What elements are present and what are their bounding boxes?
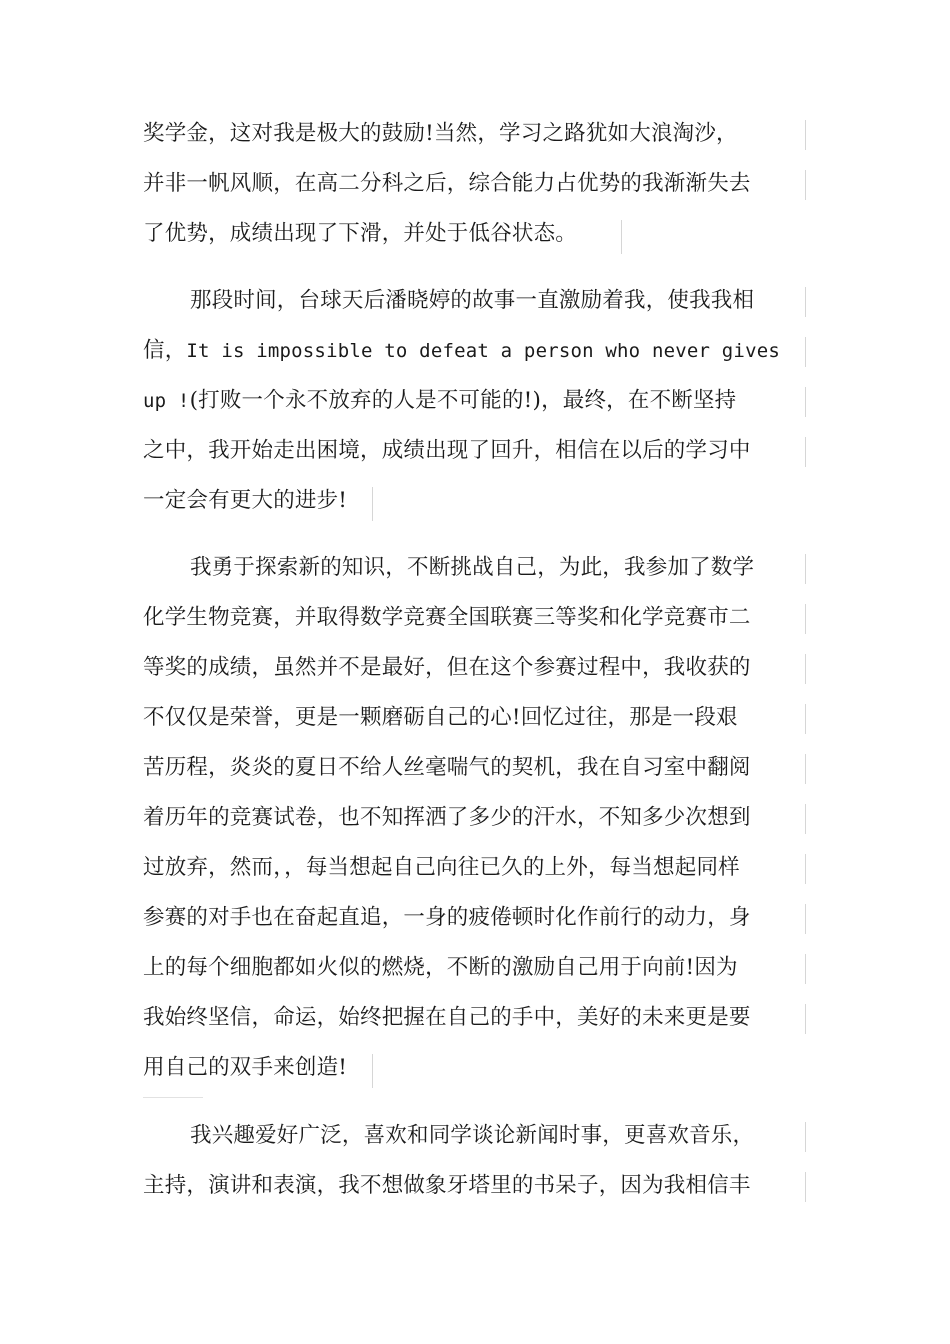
paragraph-3-line-7: 过放弃，然而，，每当想起自己向往已久的上外，每当想起同样 (143, 855, 740, 880)
paragraph-3-line-3: 等奖的成绩，虽然并不是最好，但在这个参赛过程中，我收获的 (143, 655, 751, 680)
line-end-rule (805, 854, 806, 884)
paragraph-3-line-4: 不仅仅是荣誉，更是一颗磨砺自己的心!回忆过往，那是一段艰 (143, 705, 738, 730)
line-end-rule (805, 1004, 806, 1034)
line-end-rule (805, 170, 806, 200)
paragraph-1-line-2: 并非一帆风顺，在高二分科之后，综合能力占优势的我渐渐失去 (143, 171, 751, 196)
line-end-rule (805, 1172, 806, 1202)
paragraph-3-line-9: 上的每个细胞都如火似的燃烧，不断的激励自己用于向前!因为 (143, 955, 738, 980)
line-end-rule (805, 437, 806, 467)
paragraph-3-line-2: 化学生物竞赛，并取得数学竞赛全国联赛三等奖和化学竞赛市二 (143, 605, 751, 630)
paragraph-3-line-1: 我勇于探索新的知识，不断挑战自己，为此，我参加了数学 (190, 555, 755, 580)
line-end-rule (805, 120, 806, 150)
line-end-rule (805, 754, 806, 784)
paragraph-2-line-2 (143, 329, 780, 373)
line-end-rule (805, 654, 806, 684)
line-end-rule (805, 904, 806, 934)
paragraph-2-line-1: 那段时间，台球天后潘晓婷的故事一直激励着我，使我我相 (190, 288, 755, 313)
line-end-rule (805, 954, 806, 984)
paragraph-divider (143, 1097, 203, 1098)
line-end-rule (805, 387, 806, 417)
line-end-rule (805, 804, 806, 834)
paragraph-4-line-1: 我兴趣爱好广泛，喜欢和同学谈论新闻时事，更喜欢音乐， (190, 1123, 755, 1148)
paragraph-3-line-10: 我始终坚信，命运，始终把握在自己的手中，美好的未来更是要 (143, 1005, 751, 1030)
line-end-rule (372, 487, 373, 521)
paragraph-2-line-2-text: 信，It is impossible to defeat a person who never gives (143, 338, 780, 363)
paragraph-3-line-5: 苦历程，炎炎的夏日不给人丝毫喘气的契机，我在自习室中翻阅 (143, 755, 751, 780)
line-end-rule (805, 1122, 806, 1152)
line-end-rule (805, 337, 806, 367)
paragraph-2-line-5: 一定会有更大的进步! (143, 488, 348, 513)
paragraph-2-line-4: 之中，我开始走出困境，成绩出现了回升，相信在以后的学习中 (143, 438, 751, 463)
line-end-rule (621, 220, 622, 254)
paragraph-3-line-11: 用自己的双手来创造! (143, 1055, 348, 1080)
line-end-rule (805, 604, 806, 634)
paragraph-4-line-2: 主持，演讲和表演，我不想做象牙塔里的书呆子，因为我相信丰 (143, 1173, 751, 1198)
paragraph-2-line-3-text: up !(打败一个永不放弃的人是不可能的!)，最终，在不断坚持 (143, 388, 737, 413)
line-end-rule (372, 1054, 373, 1088)
paragraph-3-line-8: 参赛的对手也在奋起直追，一身的疲倦顿时化作前行的动力，身 (143, 905, 751, 930)
line-end-rule (805, 704, 806, 734)
paragraph-3-line-6: 着历年的竞赛试卷，也不知挥洒了多少的汗水，不知多少次想到 (143, 805, 751, 830)
line-end-rule (805, 554, 806, 584)
paragraph-1-line-1: 奖学金，这对我是极大的鼓励!当然，学习之路犹如大浪淘沙， (143, 121, 738, 146)
paragraph-2-line-3 (143, 379, 736, 423)
paragraph-1-line-3: 了优势，成绩出现了下滑，并处于低谷状态。 (143, 221, 578, 246)
line-end-rule (805, 287, 806, 317)
